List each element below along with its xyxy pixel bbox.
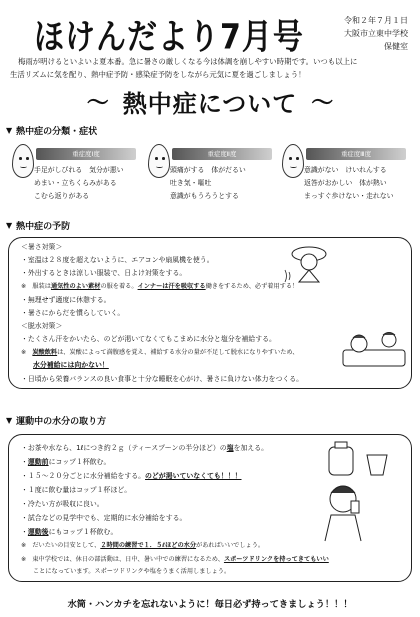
dehydration-heading: ＜脱水対策＞ bbox=[21, 322, 63, 330]
intro-line-1: 梅雨が明けるといよいよ夏本番。急に暑さの厳しくなる今は体調を崩しやすい時期です。いつも以上に bbox=[18, 57, 358, 66]
severity-levels bbox=[12, 142, 412, 212]
section-title: 熱中症の分類・症状 bbox=[16, 127, 98, 137]
amount-tip: ・１度に飲む量はコップ１杯ほど。 bbox=[21, 486, 132, 494]
severity-label: 重症度Ⅱ度 bbox=[172, 148, 272, 160]
symptom: こむら返りがある bbox=[34, 192, 90, 200]
sick-child-in-bed-illustration bbox=[339, 322, 409, 372]
before-exercise-tip: ・運動前にコップ１杯飲む。 bbox=[21, 458, 111, 466]
symptom-list bbox=[304, 164, 410, 203]
triangle-icon: ▼ bbox=[6, 126, 13, 135]
newsletter-title: ほけんだより7月号 bbox=[34, 17, 304, 58]
severity-level-1 bbox=[12, 142, 140, 208]
symptom-list bbox=[34, 164, 140, 203]
after-exercise-tip: ・運動後にもコップ１杯飲む。 bbox=[21, 528, 118, 536]
heat-heading: ＜暑さ対策＞ bbox=[21, 243, 63, 251]
section-title: 熱中症の予防 bbox=[16, 222, 71, 232]
severity-level-3 bbox=[282, 142, 410, 208]
hydration-box bbox=[8, 434, 412, 582]
symptom: 吐き気・嘔吐 bbox=[170, 179, 212, 187]
section-hydration bbox=[6, 414, 106, 427]
wave-left: 〜 bbox=[86, 90, 109, 116]
salt-tip: ・お茶や水なら、1ℓにつき約２ｇ（ティースプーンの半分ほど）の塩を加える。 bbox=[21, 444, 269, 452]
school-name: 大阪市立東中学校 bbox=[344, 29, 408, 38]
clothing-note: ※ 服装は通気性のよい素材の服を着る。インナーは汗を吸収する働きをするため、必ず着用する！ bbox=[21, 283, 299, 290]
symptom: 手足がしびれる 気分が悪い bbox=[34, 166, 124, 174]
temperature-tip: ・冷たい方が吸収に良い。 bbox=[21, 500, 104, 508]
heat-tip: ・無理せず適度に休憩する。 bbox=[21, 296, 111, 304]
section-classification bbox=[6, 124, 97, 137]
footer-reminder: 水筒・ハンカチを忘れないように！毎日必ず持ってきましょう！！！ bbox=[67, 599, 353, 610]
girl-with-hat-illustration bbox=[279, 242, 339, 288]
issue-date: 令和２年７月１日 bbox=[344, 16, 408, 25]
amount-note: ※ だいたいの目安として、２時間の練習で１．５ℓほどの水分があればいいでしょう。 bbox=[21, 542, 265, 549]
symptom: 意識がもうろうとする bbox=[170, 192, 239, 200]
symptom: 意識がない けいれんする bbox=[304, 166, 387, 174]
wave-right: 〜 bbox=[311, 90, 334, 116]
symptom: 返答がおかしい 体が熱い bbox=[304, 179, 387, 187]
water-bottle-and-cup-illustration bbox=[309, 439, 399, 479]
heat-tip: ・室温は２８度を超えないように、エアコンや扇風機を使う。 bbox=[21, 256, 214, 264]
sports-drink-note: ※ 東中学校では、休日の部活動は、日中、暑い中での練習になるため、スポーツドリンクを持ってきてもいい bbox=[21, 556, 329, 563]
heat-tip: ・外出するときは涼しい服装で、日よけ対策をする。 bbox=[21, 269, 187, 277]
intro-text bbox=[10, 56, 412, 81]
dehydration-tip: ・たくさん汗をかいたら、のどが渇いてなくてもこまめに水分と塩分を補給する。 bbox=[21, 335, 276, 343]
health-office: 保健室 bbox=[384, 42, 408, 51]
sports-drink-note-2: ことになっています。スポーツドリンクや塩をうまく活用しましょう。 bbox=[33, 568, 231, 575]
heat-tip: ・暑さにからだを慣らしていく。 bbox=[21, 309, 125, 317]
severity-label: 重症度Ⅲ度 bbox=[306, 148, 406, 160]
triangle-icon: ▼ bbox=[6, 416, 13, 425]
sweat-drop-character-icon bbox=[282, 144, 304, 178]
lifestyle-tip: ・日頃から栄養バランスの良い食事と十分な睡眠を心がけ、暑さに負けない体力をつくる。 bbox=[21, 375, 304, 383]
soda-note: ※ 炭酸飲料は、炭酸によって満腹感を覚え、補給する水分の量が不足して脱水になりやすいため、 bbox=[21, 349, 299, 356]
symptom: まっすぐ歩けない・走れない bbox=[304, 192, 394, 200]
symptom-list bbox=[170, 164, 276, 203]
spectator-tip: ・試合などの見学中でも、定期的に水分補給をする。 bbox=[21, 514, 187, 522]
sweat-drop-character-icon bbox=[148, 144, 170, 178]
triangle-icon: ▼ bbox=[6, 221, 13, 230]
section-title: 運動中の水分の取り方 bbox=[16, 417, 107, 427]
section-prevention bbox=[6, 219, 70, 232]
soda-warning: 水分補給には向かない！ bbox=[33, 361, 109, 369]
headline bbox=[12, 88, 408, 118]
severity-level-2 bbox=[148, 142, 276, 208]
boy-drinking-illustration bbox=[309, 481, 379, 543]
intro-line-2: 生活リズムに気を配り、熱中症予防・感染症予防をしながら元気に夏を過ごしましょう！ bbox=[10, 69, 306, 79]
sweat-drop-character-icon bbox=[12, 144, 34, 178]
school-info bbox=[344, 14, 408, 53]
symptom: 頭痛がする 体がだるい bbox=[170, 166, 246, 174]
headline-text: 熱中症について bbox=[122, 88, 298, 118]
severity-label: 重症度Ⅰ度 bbox=[36, 148, 136, 160]
symptom: めまい・立ちくらみがある bbox=[34, 179, 117, 187]
interval-tip: ・１５〜２０分ごとに水分補給をする。のどが渇いていなくても！！！ bbox=[21, 472, 242, 480]
prevention-box bbox=[8, 237, 412, 389]
